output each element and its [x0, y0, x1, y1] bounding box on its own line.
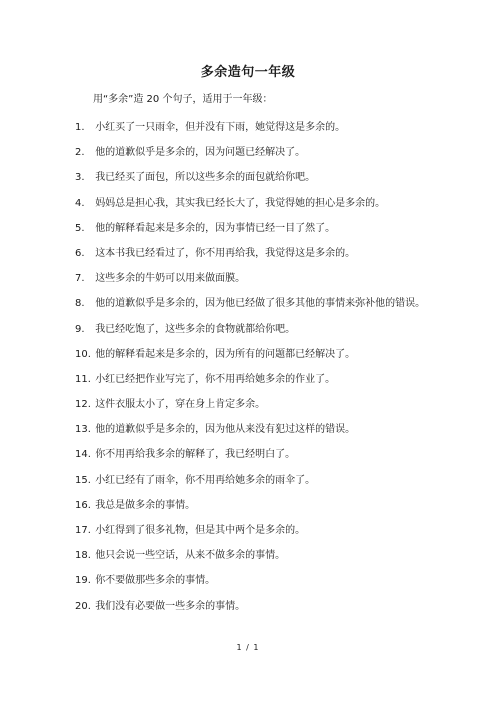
list-item: [75, 373, 465, 398]
item-text: 他的解释看起来是多余的，因为所有的问题都已经解决了。: [95, 348, 356, 360]
item-number: 6.: [75, 247, 85, 259]
item-text: 我已经买了面包，所以这些多余的面包就给你吧。: [95, 172, 316, 184]
item-number: 10.: [75, 348, 91, 360]
document-title: 多余造句一年级: [200, 65, 296, 80]
item-text: 你不要做那些多余的事情。: [95, 575, 216, 587]
item-text: 妈妈总是担心我，其实我已经长大了，我觉得她的担心是多余的。: [95, 197, 386, 209]
item-text: 这本书我已经看过了，你不用再给我，我觉得这是多余的。: [95, 247, 356, 259]
list-item: [75, 171, 465, 196]
item-number: 4.: [75, 197, 85, 209]
list-item: [75, 323, 465, 348]
item-number: 3.: [75, 172, 85, 184]
list-item: [75, 222, 465, 247]
item-number: 12.: [75, 399, 91, 411]
list-item: [75, 423, 465, 448]
item-text: 他的道歉似乎是多余的，因为他已经做了很多其他的事情来弥补他的错误。: [95, 298, 426, 310]
list-item: [75, 348, 465, 373]
page-number: 1 / 1: [236, 643, 260, 652]
list-item: [75, 524, 465, 549]
list-item: [75, 398, 465, 423]
item-number: 2.: [75, 147, 85, 159]
list-item: [75, 574, 465, 599]
list-item: [75, 474, 465, 499]
item-text: 我已经吃饱了，这些多余的食物就都给你吧。: [95, 323, 296, 335]
list-item: [75, 499, 465, 524]
item-number: 14.: [75, 449, 91, 461]
item-text: 这件衣服太小了，穿在身上肯定多余。: [95, 399, 266, 411]
list-item: [75, 247, 465, 272]
item-text: 小红已经把作业写完了，你不用再给她多余的作业了。: [95, 373, 336, 385]
list-item: [75, 600, 465, 625]
sentence-list: [75, 121, 465, 625]
item-text: 小红买了一只雨伞，但并没有下雨，她觉得这是多余的。: [95, 122, 346, 133]
item-text: 他只会说一些空话，从来不做多余的事情。: [95, 550, 286, 562]
item-text: 他的道歉似乎是多余的，因为他从来没有犯过这样的错误。: [95, 424, 356, 436]
list-item: [75, 146, 465, 171]
item-number: 19.: [75, 575, 91, 587]
item-text: 他的解释看起来是多余的，因为事情已经一目了然了。: [95, 222, 336, 234]
list-item: [75, 448, 465, 473]
item-number: 17.: [75, 525, 91, 536]
item-number: 1.: [75, 122, 85, 133]
item-number: 13.: [75, 424, 91, 436]
list-item: [75, 272, 465, 297]
list-item: [75, 121, 465, 146]
item-text: 我总是做多余的事情。: [95, 499, 196, 511]
item-text: 小红已经有了雨伞，你不用再给她多余的雨伞了。: [95, 474, 316, 486]
item-number: 15.: [75, 474, 91, 486]
item-number: 8.: [75, 298, 85, 310]
item-number: 20.: [75, 600, 91, 612]
item-number: 9.: [75, 323, 85, 335]
item-text: 这些多余的牛奶可以用来做面膜。: [95, 273, 246, 285]
item-text: 小红得到了很多礼物，但是其中两个是多余的。: [95, 525, 306, 536]
item-number: 7.: [75, 273, 85, 285]
item-number: 5.: [75, 222, 85, 234]
item-number: 16.: [75, 499, 91, 511]
list-item: [75, 197, 465, 222]
item-number: 11.: [75, 373, 91, 385]
item-text: 你不用再给我多余的解释了，我已经明白了。: [95, 449, 296, 461]
intro-text: 用“多余”造 20 个句子，适用于一年级：: [93, 94, 273, 105]
list-item: [75, 297, 465, 322]
item-text: 他的道歉似乎是多余的，因为问题已经解决了。: [95, 147, 306, 159]
item-number: 18.: [75, 550, 91, 562]
list-item: [75, 549, 465, 574]
item-text: 我们没有必要做一些多余的事情。: [95, 600, 246, 612]
